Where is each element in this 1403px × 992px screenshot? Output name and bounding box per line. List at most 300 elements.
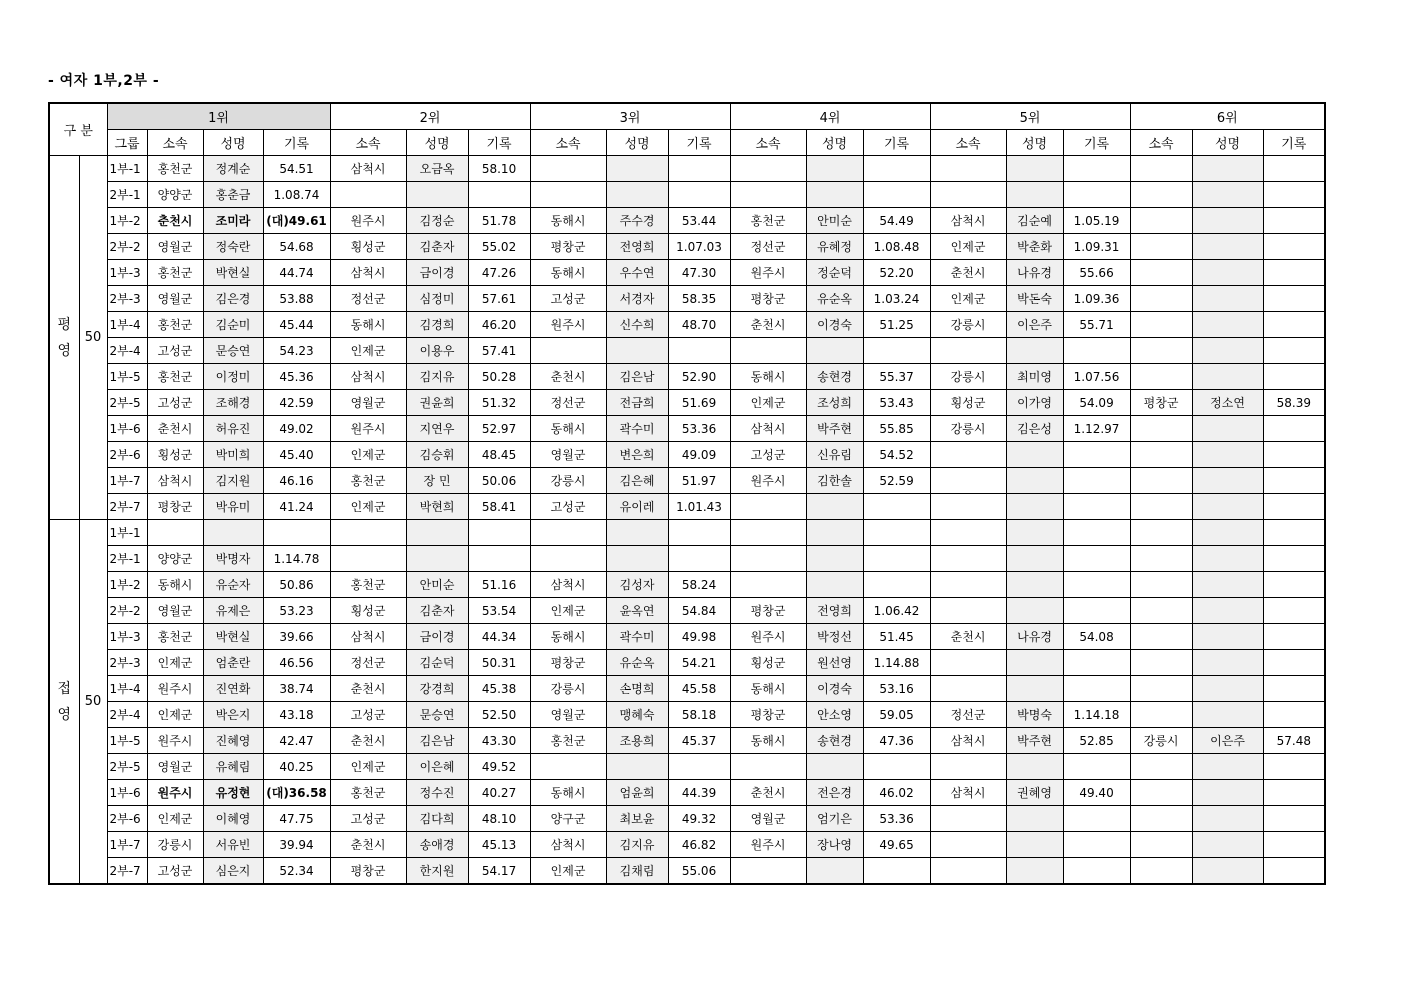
record-cell [1263, 338, 1325, 364]
name-cell: 이은주 [1192, 728, 1263, 754]
record-cell: 54.21 [668, 650, 730, 676]
name-cell [406, 546, 468, 572]
group-cell: 1부-3 [107, 260, 147, 286]
record-cell [1263, 806, 1325, 832]
record-cell: 1.14.78 [263, 546, 330, 572]
affiliation-cell: 고성군 [330, 702, 406, 728]
record-cell: 45.40 [263, 442, 330, 468]
name-cell: 박현실 [203, 260, 263, 286]
name-cell: 이은혜 [406, 754, 468, 780]
name-cell [1192, 364, 1263, 390]
name-cell: 조미라 [203, 208, 263, 234]
name-cell [806, 494, 863, 520]
record-cell: 54.51 [263, 156, 330, 182]
table-row [49, 416, 1325, 442]
group-cell: 2부-1 [107, 546, 147, 572]
name-cell: 박미희 [203, 442, 263, 468]
group-header: 그룹 [107, 130, 147, 156]
affiliation-cell: 횡성군 [147, 442, 203, 468]
affiliation-cell: 양구군 [530, 806, 606, 832]
record-cell: 53.44 [668, 208, 730, 234]
name-cell [1192, 806, 1263, 832]
record-cell [863, 156, 930, 182]
table-row [49, 182, 1325, 208]
affiliation-cell [730, 546, 806, 572]
distance-label: 50 [79, 156, 107, 520]
record-cell: 54.23 [263, 338, 330, 364]
group-cell: 2부-4 [107, 338, 147, 364]
name-cell [1192, 208, 1263, 234]
name-cell: 김다희 [406, 806, 468, 832]
affiliation-cell: 인제군 [330, 338, 406, 364]
record-cell: 57.41 [468, 338, 530, 364]
group-cell: 1부-5 [107, 364, 147, 390]
name-cell: 김성자 [606, 572, 668, 598]
affiliation-cell [730, 572, 806, 598]
affiliation-cell: 원주시 [330, 416, 406, 442]
name-cell: 박돈숙 [1006, 286, 1063, 312]
name-cell: 우수연 [606, 260, 668, 286]
affiliation-cell: 인제군 [147, 806, 203, 832]
record-cell: 47.36 [863, 728, 930, 754]
name-cell: 진혜영 [203, 728, 263, 754]
affiliation-cell: 평창군 [330, 858, 406, 885]
name-cell: 김한솔 [806, 468, 863, 494]
name-cell [1006, 468, 1063, 494]
name-cell: 김은남 [406, 728, 468, 754]
table-row [49, 754, 1325, 780]
name-cell: 심정미 [406, 286, 468, 312]
affiliation-cell: 홍천군 [730, 208, 806, 234]
group-cell: 1부-2 [107, 572, 147, 598]
group-cell: 2부-7 [107, 494, 147, 520]
group-cell: 1부-7 [107, 832, 147, 858]
record-cell: 58.10 [468, 156, 530, 182]
record-cell: 48.70 [668, 312, 730, 338]
table-row [49, 806, 1325, 832]
table-row [49, 858, 1325, 885]
record-cell [1063, 156, 1130, 182]
name-cell [606, 338, 668, 364]
name-cell: 곽수미 [606, 624, 668, 650]
affiliation-cell: 삼척시 [930, 780, 1006, 806]
affiliation-cell: 인제군 [330, 494, 406, 520]
name-cell [1006, 520, 1063, 546]
name-cell [806, 156, 863, 182]
affiliation-cell: 양양군 [147, 546, 203, 572]
record-cell: 47.26 [468, 260, 530, 286]
record-cell [1263, 442, 1325, 468]
record-cell: 51.25 [863, 312, 930, 338]
page-title: - 여자 1부,2부 - [48, 73, 160, 89]
affiliation-cell: 양양군 [147, 182, 203, 208]
record-cell [1063, 546, 1130, 572]
affiliation-header-1: 소속 [147, 130, 203, 156]
name-cell: 이가영 [1006, 390, 1063, 416]
name-cell [1192, 286, 1263, 312]
affiliation-cell [1130, 338, 1192, 364]
record-cell: 51.16 [468, 572, 530, 598]
name-cell: 이정미 [203, 364, 263, 390]
affiliation-cell: 동해시 [730, 728, 806, 754]
affiliation-cell: 원주시 [730, 624, 806, 650]
name-cell: 이경숙 [806, 676, 863, 702]
affiliation-cell [1130, 832, 1192, 858]
affiliation-cell: 삼척시 [930, 208, 1006, 234]
affiliation-cell: 춘천시 [930, 624, 1006, 650]
rank-header-row [49, 103, 1325, 130]
record-cell: 1.08.48 [863, 234, 930, 260]
affiliation-cell [730, 858, 806, 885]
affiliation-cell: 삼척시 [330, 260, 406, 286]
table-row [49, 390, 1325, 416]
affiliation-cell: 횡성군 [730, 650, 806, 676]
group-cell: 1부-5 [107, 728, 147, 754]
affiliation-cell: 춘천시 [730, 780, 806, 806]
affiliation-cell: 동해시 [530, 780, 606, 806]
record-cell: 49.98 [668, 624, 730, 650]
name-header-3: 성명 [606, 130, 668, 156]
affiliation-cell: 영월군 [147, 598, 203, 624]
affiliation-cell: 삼척시 [330, 156, 406, 182]
affiliation-header-3: 소속 [530, 130, 606, 156]
record-cell [1063, 520, 1130, 546]
record-cell: 1.07.03 [668, 234, 730, 260]
affiliation-cell [1130, 754, 1192, 780]
group-cell: 1부-6 [107, 416, 147, 442]
record-header-4: 기록 [863, 130, 930, 156]
table-row [49, 676, 1325, 702]
table-row [49, 312, 1325, 338]
record-cell: 53.43 [863, 390, 930, 416]
record-header-3: 기록 [668, 130, 730, 156]
name-cell: 진연화 [203, 676, 263, 702]
affiliation-cell: 원주시 [530, 312, 606, 338]
name-cell: 조성희 [806, 390, 863, 416]
record-cell: 50.06 [468, 468, 530, 494]
record-cell [1263, 546, 1325, 572]
name-cell: 엄춘란 [203, 650, 263, 676]
name-cell: 김순미 [203, 312, 263, 338]
record-cell: 40.25 [263, 754, 330, 780]
affiliation-cell: 인제군 [330, 442, 406, 468]
affiliation-cell: 횡성군 [330, 234, 406, 260]
name-cell: 박명숙 [1006, 702, 1063, 728]
affiliation-cell [1130, 494, 1192, 520]
name-cell: 전금희 [606, 390, 668, 416]
affiliation-cell [1130, 468, 1192, 494]
name-cell: 문승연 [406, 702, 468, 728]
affiliation-cell: 영월군 [730, 806, 806, 832]
record-cell: 51.32 [468, 390, 530, 416]
name-cell: 전은경 [806, 780, 863, 806]
name-header-6: 성명 [1192, 130, 1263, 156]
record-cell: 1.01.43 [668, 494, 730, 520]
affiliation-cell [730, 182, 806, 208]
affiliation-cell [1130, 182, 1192, 208]
affiliation-cell: 영월군 [147, 234, 203, 260]
record-header-5: 기록 [1063, 130, 1130, 156]
name-cell: 홍춘금 [203, 182, 263, 208]
affiliation-cell: 홍천군 [147, 156, 203, 182]
affiliation-cell [1130, 416, 1192, 442]
record-cell: 47.75 [263, 806, 330, 832]
rank-header-6: 6위 [1130, 103, 1325, 130]
table-row [49, 364, 1325, 390]
affiliation-cell [730, 338, 806, 364]
affiliation-cell: 춘천시 [330, 728, 406, 754]
affiliation-cell [330, 520, 406, 546]
name-cell [1006, 832, 1063, 858]
name-cell [606, 754, 668, 780]
record-cell: 53.54 [468, 598, 530, 624]
record-cell [1063, 468, 1130, 494]
affiliation-cell [530, 182, 606, 208]
name-cell [806, 572, 863, 598]
group-cell: 2부-3 [107, 650, 147, 676]
table-row [49, 442, 1325, 468]
name-cell: 김순덕 [406, 650, 468, 676]
record-cell [1063, 832, 1130, 858]
record-cell: 1.09.36 [1063, 286, 1130, 312]
record-cell [1063, 182, 1130, 208]
affiliation-cell: 고성군 [730, 442, 806, 468]
name-cell: 허유진 [203, 416, 263, 442]
name-cell [1192, 832, 1263, 858]
name-cell: 김은혜 [606, 468, 668, 494]
table-row [49, 546, 1325, 572]
table-row [49, 780, 1325, 806]
affiliation-cell: 고성군 [530, 286, 606, 312]
record-cell [1263, 832, 1325, 858]
name-cell [806, 182, 863, 208]
name-cell: 조해경 [203, 390, 263, 416]
record-cell: 48.45 [468, 442, 530, 468]
affiliation-cell: 원주시 [730, 260, 806, 286]
name-cell: 송현경 [806, 728, 863, 754]
record-cell [1263, 598, 1325, 624]
record-cell [1263, 624, 1325, 650]
table-row [49, 156, 1325, 182]
name-cell: 장 민 [406, 468, 468, 494]
name-cell: 박현희 [406, 494, 468, 520]
record-cell [863, 858, 930, 885]
record-cell: 50.86 [263, 572, 330, 598]
name-cell [1006, 676, 1063, 702]
group-cell: 1부-6 [107, 780, 147, 806]
name-cell [1006, 572, 1063, 598]
table-row [49, 260, 1325, 286]
record-header-2: 기록 [468, 130, 530, 156]
record-cell: 59.05 [863, 702, 930, 728]
affiliation-cell: 원주시 [147, 780, 203, 806]
record-cell: 58.39 [1263, 390, 1325, 416]
record-cell: 58.35 [668, 286, 730, 312]
affiliation-cell [730, 494, 806, 520]
affiliation-cell: 홍천군 [147, 624, 203, 650]
affiliation-cell: 영월군 [530, 442, 606, 468]
affiliation-cell [730, 754, 806, 780]
record-cell: 1.12.97 [1063, 416, 1130, 442]
name-cell [606, 156, 668, 182]
name-cell: 박현실 [203, 624, 263, 650]
name-cell: 서유빈 [203, 832, 263, 858]
division-header: 구 분 [49, 103, 107, 156]
name-cell: 박정선 [806, 624, 863, 650]
record-cell: 52.59 [863, 468, 930, 494]
name-cell: 원선영 [806, 650, 863, 676]
name-cell [1192, 494, 1263, 520]
name-cell [203, 520, 263, 546]
group-cell: 2부-3 [107, 286, 147, 312]
affiliation-cell [1130, 598, 1192, 624]
affiliation-cell [147, 520, 203, 546]
rank-header-4: 4위 [730, 103, 930, 130]
name-cell: 금이경 [406, 260, 468, 286]
affiliation-cell: 횡성군 [930, 390, 1006, 416]
record-cell: 52.34 [263, 858, 330, 885]
affiliation-cell: 인제군 [530, 858, 606, 885]
record-cell: 46.16 [263, 468, 330, 494]
record-cell [863, 572, 930, 598]
group-cell: 1부-1 [107, 156, 147, 182]
affiliation-cell: 삼척시 [530, 572, 606, 598]
name-cell [1192, 234, 1263, 260]
name-cell [1192, 520, 1263, 546]
affiliation-cell: 고성군 [147, 858, 203, 885]
name-cell [406, 520, 468, 546]
affiliation-cell [1130, 312, 1192, 338]
record-cell: 51.69 [668, 390, 730, 416]
name-cell: 손명희 [606, 676, 668, 702]
name-cell: 장나영 [806, 832, 863, 858]
name-cell [1006, 754, 1063, 780]
affiliation-cell: 평창군 [730, 598, 806, 624]
affiliation-cell: 인제군 [530, 598, 606, 624]
record-cell [668, 546, 730, 572]
affiliation-cell: 강릉시 [530, 468, 606, 494]
name-cell [1192, 676, 1263, 702]
record-cell: 44.74 [263, 260, 330, 286]
affiliation-cell: 강릉시 [930, 416, 1006, 442]
name-cell [1192, 650, 1263, 676]
name-cell: 유혜림 [203, 754, 263, 780]
affiliation-cell: 삼척시 [147, 468, 203, 494]
affiliation-cell [1130, 806, 1192, 832]
group-cell: 2부-5 [107, 390, 147, 416]
affiliation-cell: 고성군 [147, 338, 203, 364]
affiliation-cell: 동해시 [730, 676, 806, 702]
record-cell: 49.32 [668, 806, 730, 832]
record-cell: 58.24 [668, 572, 730, 598]
name-cell: 김은성 [1006, 416, 1063, 442]
record-cell: 44.34 [468, 624, 530, 650]
record-cell [1263, 520, 1325, 546]
group-cell: 1부-7 [107, 468, 147, 494]
name-cell: 정소연 [1192, 390, 1263, 416]
table-row [49, 572, 1325, 598]
record-cell: 51.45 [863, 624, 930, 650]
name-cell [1192, 260, 1263, 286]
record-cell: 47.30 [668, 260, 730, 286]
name-cell: 김지원 [203, 468, 263, 494]
record-cell [1263, 286, 1325, 312]
record-cell [1263, 702, 1325, 728]
name-cell: 안미순 [806, 208, 863, 234]
record-cell [1263, 364, 1325, 390]
record-cell: 1.07.56 [1063, 364, 1130, 390]
affiliation-cell: 강릉시 [1130, 728, 1192, 754]
affiliation-cell: 평창군 [147, 494, 203, 520]
name-header-1: 성명 [203, 130, 263, 156]
name-cell: 신유림 [806, 442, 863, 468]
name-cell: 전영희 [606, 234, 668, 260]
affiliation-cell: 삼척시 [330, 364, 406, 390]
name-cell: 박유미 [203, 494, 263, 520]
record-cell [863, 182, 930, 208]
rank-header-1: 1위 [107, 103, 330, 130]
affiliation-cell [1130, 624, 1192, 650]
name-cell: 이용우 [406, 338, 468, 364]
record-cell: 53.23 [263, 598, 330, 624]
name-cell: 유혜정 [806, 234, 863, 260]
name-cell: 안소영 [806, 702, 863, 728]
affiliation-cell [930, 494, 1006, 520]
affiliation-cell: 영월군 [530, 702, 606, 728]
name-cell [1006, 182, 1063, 208]
name-cell: 정계순 [203, 156, 263, 182]
record-cell: 44.39 [668, 780, 730, 806]
name-cell [806, 546, 863, 572]
record-cell: 45.44 [263, 312, 330, 338]
name-cell: 이혜영 [203, 806, 263, 832]
record-cell: 45.13 [468, 832, 530, 858]
record-cell: 55.02 [468, 234, 530, 260]
record-cell: 54.84 [668, 598, 730, 624]
affiliation-cell: 홍천군 [147, 312, 203, 338]
record-cell [1263, 468, 1325, 494]
name-header-5: 성명 [1006, 130, 1063, 156]
name-cell [1192, 156, 1263, 182]
affiliation-cell [930, 754, 1006, 780]
record-cell [1263, 858, 1325, 885]
table-row [49, 650, 1325, 676]
record-cell: 39.94 [263, 832, 330, 858]
name-cell [606, 520, 668, 546]
affiliation-cell: 인제군 [930, 286, 1006, 312]
table-row [49, 208, 1325, 234]
record-cell: 45.37 [668, 728, 730, 754]
name-cell: 김지유 [406, 364, 468, 390]
affiliation-cell: 평창군 [530, 650, 606, 676]
affiliation-cell: 정선군 [730, 234, 806, 260]
record-cell: 58.41 [468, 494, 530, 520]
table-row [49, 728, 1325, 754]
group-cell: 1부-1 [107, 520, 147, 546]
record-cell: 1.14.18 [1063, 702, 1130, 728]
record-cell: 55.66 [1063, 260, 1130, 286]
affiliation-cell [1130, 858, 1192, 885]
record-cell: 1.14.88 [863, 650, 930, 676]
record-cell: 53.36 [863, 806, 930, 832]
record-cell: 52.85 [1063, 728, 1130, 754]
record-cell [668, 338, 730, 364]
record-cell: 55.71 [1063, 312, 1130, 338]
affiliation-cell: 삼척시 [330, 624, 406, 650]
name-cell: 엄윤희 [606, 780, 668, 806]
record-cell [1263, 182, 1325, 208]
affiliation-header-5: 소속 [930, 130, 1006, 156]
